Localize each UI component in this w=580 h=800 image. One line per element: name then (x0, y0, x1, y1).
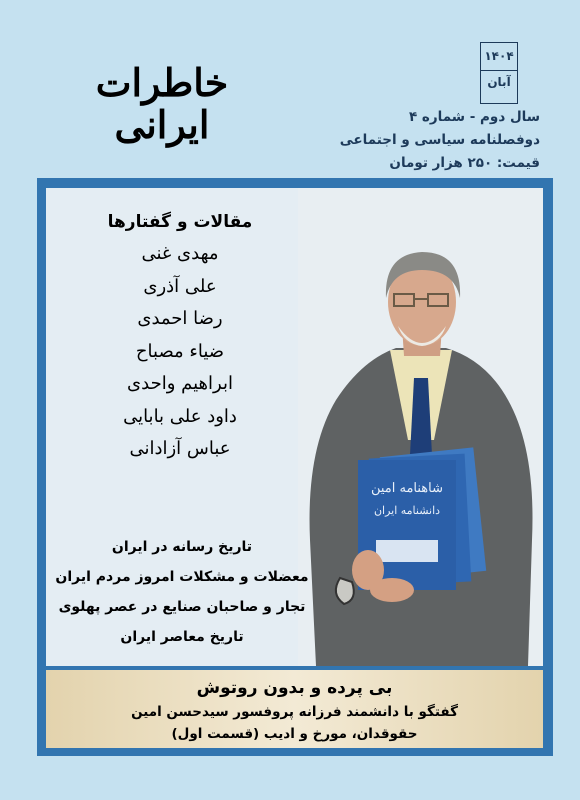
issue-year: ۱۴۰۴ (484, 49, 514, 63)
cover-portrait (296, 240, 542, 666)
author-name: علی آذری (143, 275, 217, 297)
topic-item: معضلات و مشکلات امروز مردم ایران (55, 569, 309, 585)
price: قیمت: ۲۵۰ هزار تومان (389, 155, 540, 171)
banner-headline: بی پرده و بدون روتوش (196, 678, 393, 698)
banner-subtitle-1: گفتگو با دانشمند فرزانه پروفسور سیدحسن امین (131, 704, 458, 720)
issue-meta (240, 106, 540, 175)
banner-subtitle-2: حقوقدان، مورخ و ادیب (قسمت اول) (171, 726, 418, 742)
author-name: عباس آزادانی (129, 438, 231, 459)
contents-list (60, 212, 300, 466)
issue-date-box (480, 42, 518, 104)
right-hand (370, 578, 414, 602)
contents-section-title: مقالات و گفتارها (107, 212, 253, 232)
logo-line-2: ایرانی (114, 102, 210, 147)
book-title-line-2: دانشنامه ایران (373, 504, 441, 517)
periodical-type: دوفصلنامه سیاسی و اجتماعی (339, 132, 540, 148)
author-name: ضیاء مصباح (135, 340, 225, 362)
book-label (376, 540, 438, 562)
book-title-line-1: شاهنامه امین (370, 481, 444, 496)
author-name: رضا احمدی (137, 308, 223, 329)
volume-issue: سال دوم - شماره ۴ (408, 109, 540, 125)
author-name: مهدی غنی (141, 243, 219, 264)
eyeglasses-in-hand (336, 578, 354, 604)
topic-item: تاریخ معاصر ایران (120, 629, 244, 645)
cover-header (0, 0, 580, 178)
topic-item: تاریخ رسانه در ایران (111, 539, 253, 555)
logo-line-1: خاطرات (95, 60, 229, 105)
logo-wordmark (62, 62, 262, 146)
topics-list (54, 532, 310, 652)
author-name: داود علی بابایی (123, 405, 237, 427)
author-name: ابراهیم واحدی (127, 373, 233, 394)
issue-box-divider (481, 70, 517, 71)
topic-item: تجار و صاحبان صنایع در عصر پهلوی (58, 599, 306, 615)
magazine-logo (62, 62, 262, 152)
feature-banner (46, 670, 543, 748)
issue-month: آبان (487, 75, 511, 89)
